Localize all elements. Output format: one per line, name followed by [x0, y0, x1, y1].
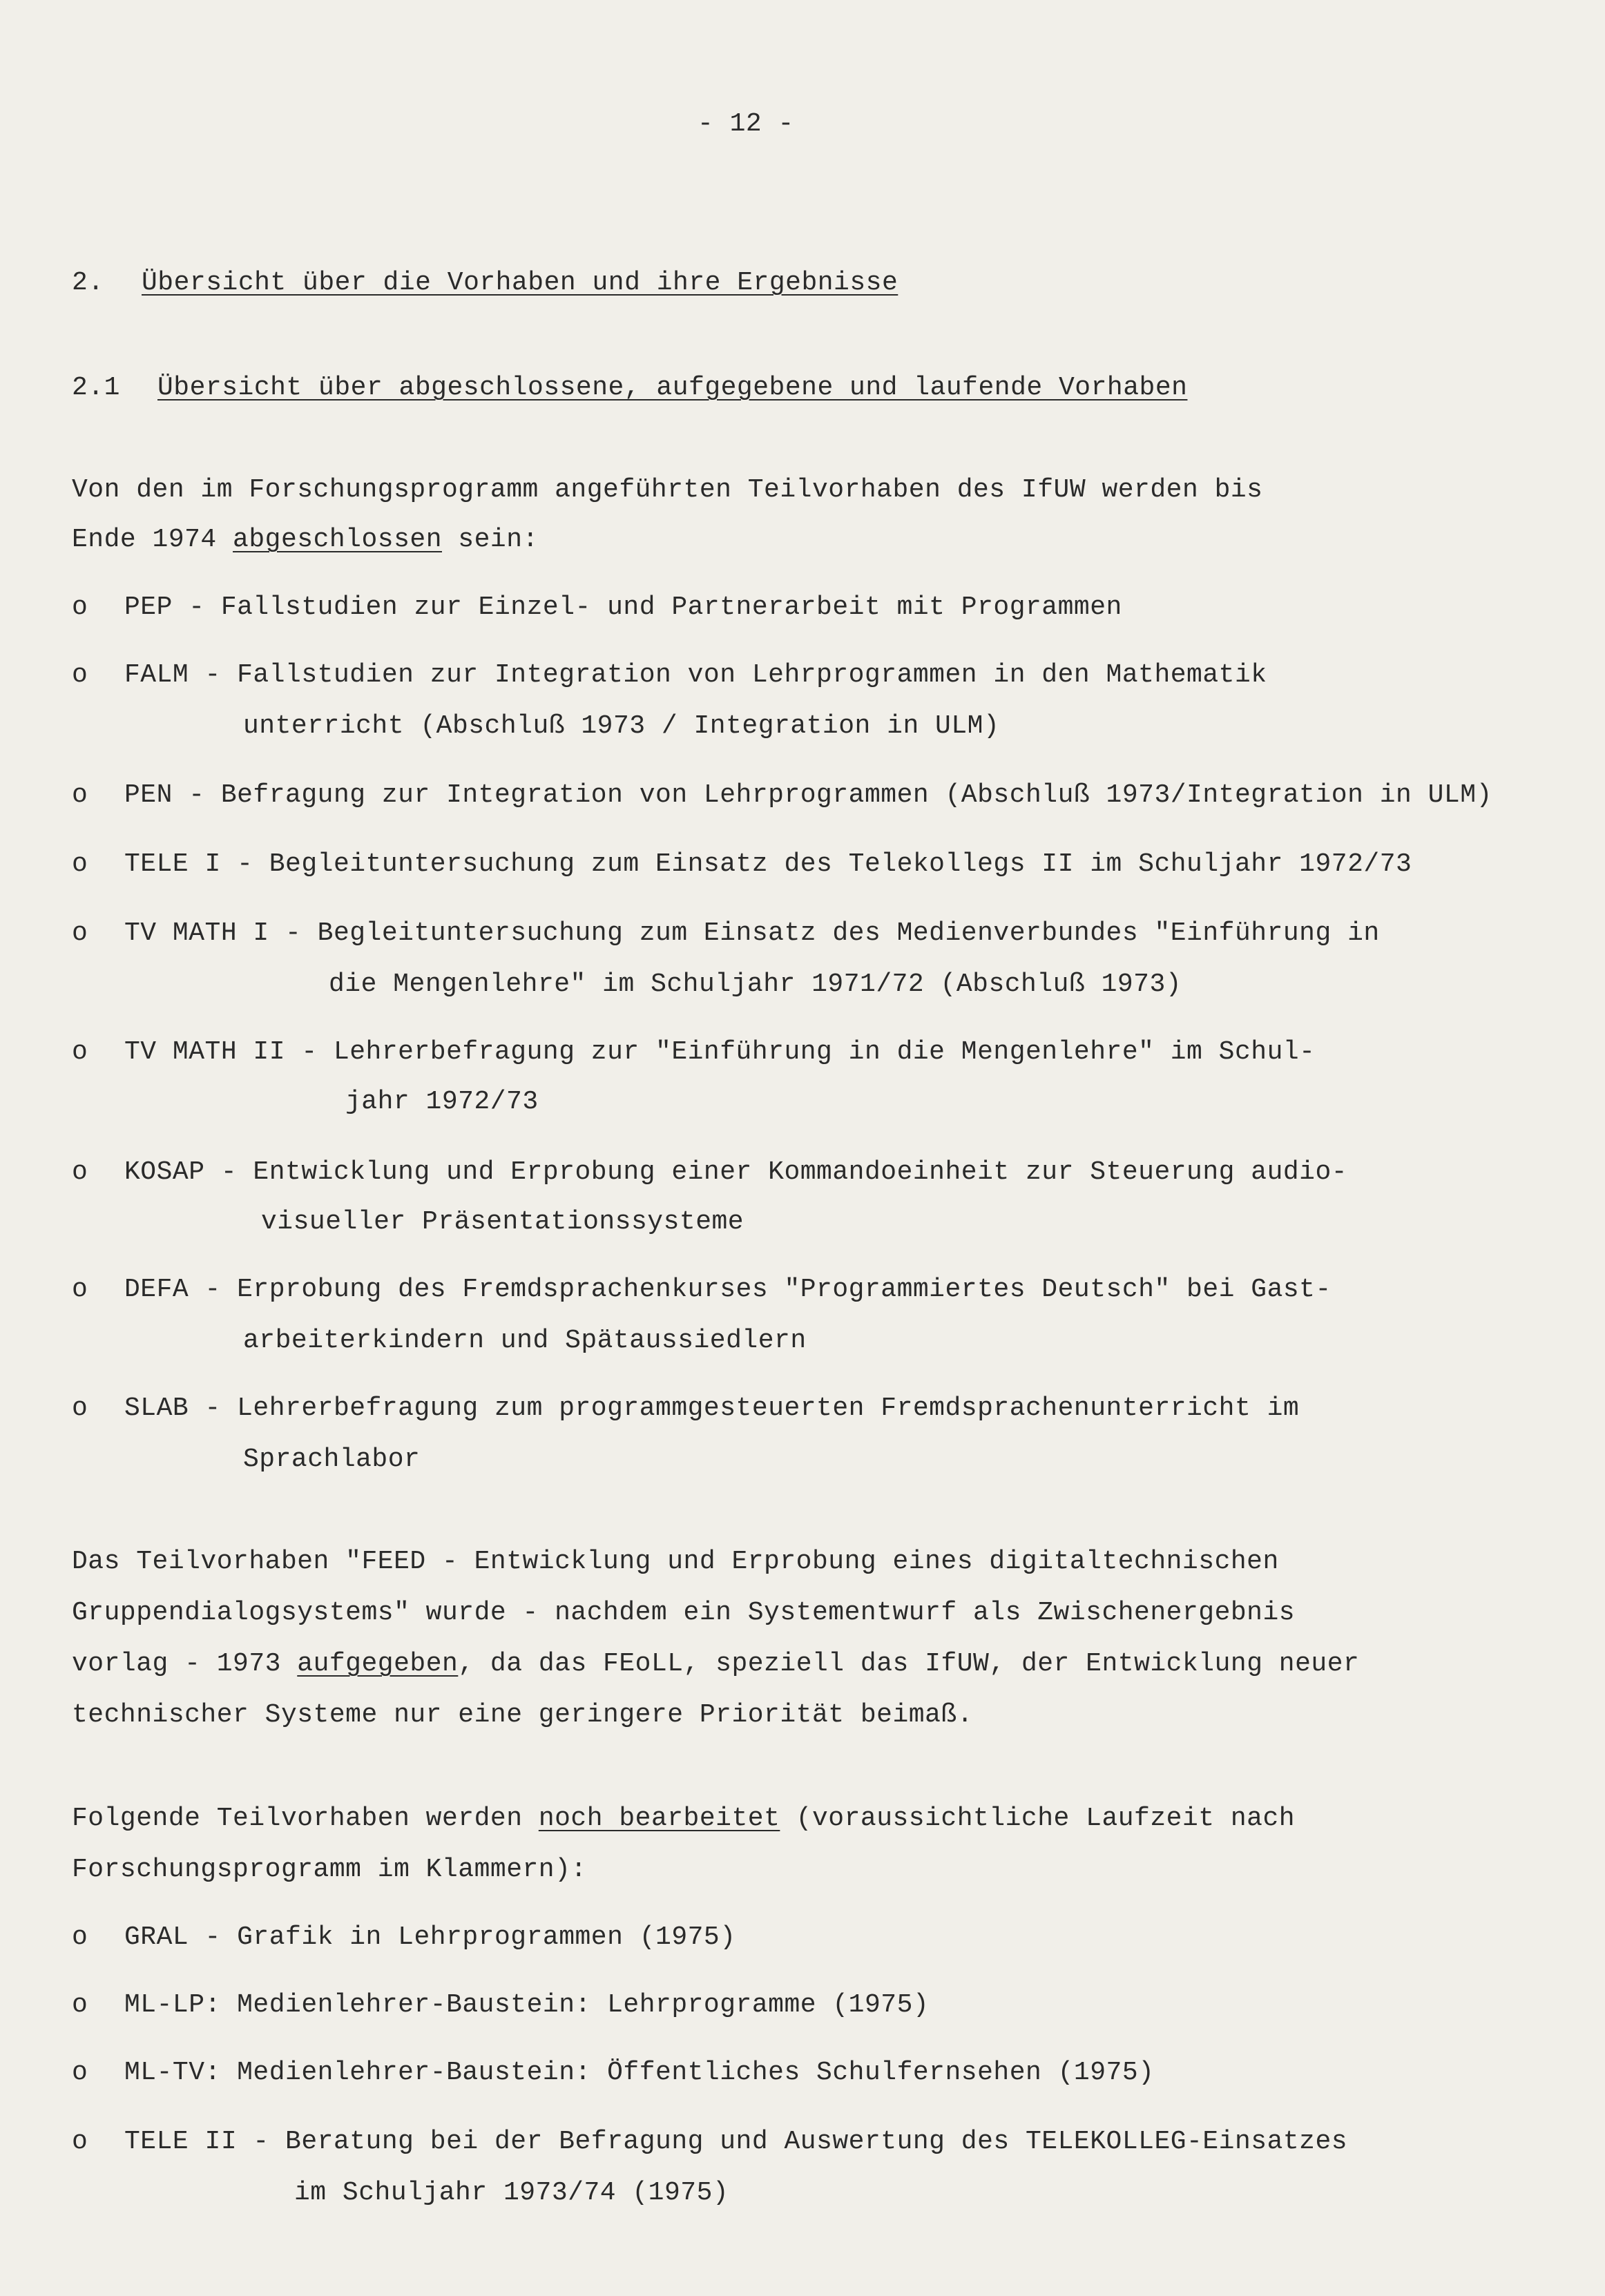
bullet-icon: o [72, 780, 88, 810]
page-number: - 12 - [698, 109, 794, 139]
item-line-cont: im Schuljahr 1973/74 (1975) [294, 2178, 729, 2208]
item-line: DEFA - Erprobung des Fremdsprachenkurses "Programmiertes Deutsch" bei Gast- [124, 1275, 1332, 1304]
item-line-cont: jahr 1972/73 [345, 1087, 539, 1117]
item-line: ML-TV: Medienlehrer-Baustein: Öffentliches Schulfernsehen (1975) [124, 2058, 1155, 2087]
paragraph-line: technischer Systeme nur eine geringere Priorität beimaß. [72, 1700, 974, 1730]
bullet-icon: o [72, 1275, 88, 1304]
item-line: TELE I - Begleituntersuchung zum Einsatz des Telekollegs II im Schuljahr 1972/73 [124, 849, 1412, 879]
ongoing-intro-line-1 [72, 1804, 1295, 1834]
bullet-icon: o [72, 592, 88, 622]
item-line: ML-LP: Medienlehrer-Baustein: Lehrprogramme (1975) [124, 1990, 930, 2020]
item-line: FALM - Fallstudien zur Integration von Lehrprogrammen in den Mathematik [124, 660, 1267, 690]
item-line: PEP - Fallstudien zur Einzel- und Partnerarbeit mit Programmen [124, 592, 1122, 622]
subsection-number: 2.1 [72, 373, 120, 403]
ongoing-intro-text: Folgende Teilvorhaben werden [72, 1804, 539, 1833]
bullet-icon: o [72, 660, 88, 690]
item-line: PEN - Befragung zur Integration von Lehrprogrammen (Abschluß 1973/Integration in ULM) [124, 780, 1492, 810]
intro-line-2 [72, 525, 539, 555]
item-line: SLAB - Lehrerbefragung zum programmgesteuerten Fremdsprachenunterricht im [124, 1393, 1300, 1423]
intro-text: Ende 1974 [72, 525, 233, 554]
bullet-icon: o [72, 1157, 88, 1187]
item-line: TV MATH II - Lehrerbefragung zur "Einführung in die Mengenlehre" im Schul- [124, 1037, 1316, 1067]
item-line: GRAL - Grafik in Lehrprogrammen (1975) [124, 1922, 736, 1952]
item-line: KOSAP - Entwicklung und Erprobung einer Kommandoeinheit zur Steuerung audio- [124, 1157, 1348, 1187]
subsection-title: Übersicht über abgeschlossene, aufgegebene und laufende Vorhaben [157, 373, 1188, 403]
intro-text-end: sein: [442, 525, 539, 554]
paragraph-line [72, 1649, 1359, 1679]
paragraph-text-end: , da das FEoLL, speziell das IfUW, der Entwicklung neuer [458, 1649, 1360, 1679]
item-line: TV MATH I - Begleituntersuchung zum Einsatz des Medienverbundes "Einführung in [124, 918, 1380, 948]
underlined-aufgegeben: aufgegeben [297, 1649, 459, 1679]
item-line-cont: visueller Präsentationssysteme [261, 1207, 744, 1237]
item-line-cont: arbeiterkindern und Spätaussiedlern [243, 1326, 807, 1356]
paragraph-line: Gruppendialogsystems" wurde - nachdem ein Systementwurf als Zwischenergebnis [72, 1598, 1296, 1628]
intro-line-1: Von den im Forschungsprogramm angeführten Teilvorhaben des IfUW werden bis [72, 475, 1263, 505]
paragraph-line: Das Teilvorhaben "FEED - Entwicklung und Erprobung eines digitaltechnischen [72, 1547, 1279, 1576]
item-line-cont: die Mengenlehre" im Schuljahr 1971/72 (Abschluß 1973) [329, 969, 1182, 999]
underlined-abgeschlossen: abgeschlossen [233, 525, 442, 554]
item-line-cont: unterricht (Abschluß 1973 / Integration in ULM) [243, 711, 1000, 741]
section-number: 2. [72, 268, 104, 298]
item-line-cont: Sprachlabor [243, 1445, 421, 1474]
section-title: Übersicht über die Vorhaben und ihre Ergebnisse [142, 268, 898, 298]
bullet-icon: o [72, 2058, 88, 2087]
underlined-noch-bearbeitet: noch bearbeitet [538, 1804, 780, 1833]
item-line: TELE II - Beratung bei der Befragung und Auswertung des TELEKOLLEG-Einsatzes [124, 2127, 1348, 2157]
bullet-icon: o [72, 918, 88, 948]
ongoing-intro-line-2: Forschungsprogramm im Klammern): [72, 1855, 587, 1884]
bullet-icon: o [72, 849, 88, 879]
bullet-icon: o [72, 1393, 88, 1423]
bullet-icon: o [72, 1922, 88, 1952]
bullet-icon: o [72, 2127, 88, 2157]
paragraph-text: vorlag - 1973 [72, 1649, 298, 1679]
ongoing-intro-text-end: (voraussichtliche Laufzeit nach [780, 1804, 1296, 1833]
bullet-icon: o [72, 1037, 88, 1067]
bullet-icon: o [72, 1990, 88, 2020]
